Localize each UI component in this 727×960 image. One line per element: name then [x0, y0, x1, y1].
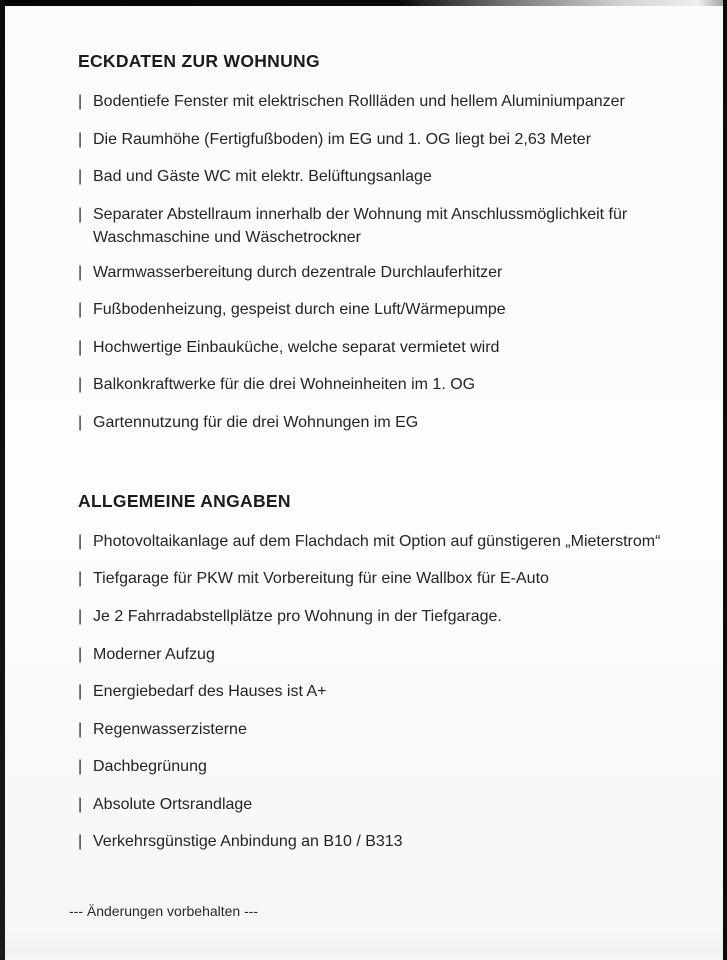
list-item	[78, 165, 705, 188]
item-text: Absolute Ortsrandlage	[93, 796, 253, 813]
pipe-bullet: |	[78, 758, 83, 775]
list-item	[78, 261, 705, 284]
page-edge-right	[723, 0, 727, 960]
item-text: Gartennutzung für die drei Wohnungen im EG	[93, 414, 419, 431]
list-item	[78, 605, 705, 628]
section-title-allgemeine-angaben: ALLGEMEINE ANGABEN	[78, 491, 291, 511]
list-item	[78, 567, 705, 590]
pipe-bullet: |	[78, 206, 83, 223]
item-text: Moderner Aufzug	[93, 646, 215, 663]
item-text: Hochwertige Einbauküche, welche separat vermietet wird	[93, 339, 500, 356]
pipe-bullet: |	[78, 376, 83, 393]
pipe-bullet: |	[78, 721, 83, 738]
list-item	[78, 793, 705, 816]
list-item	[78, 90, 705, 113]
item-text: Balkonkraftwerke für die drei Wohneinheiten im 1. OG	[93, 376, 476, 393]
page-bottom-shadow	[5, 932, 723, 960]
pipe-bullet: |	[78, 533, 83, 550]
list-item	[78, 298, 705, 321]
list-item	[78, 373, 705, 396]
list-item	[78, 680, 705, 703]
page-edge-top	[0, 0, 727, 6]
item-text: Energiebedarf des Hauses ist A+	[93, 683, 327, 700]
item-text: Fußbodenheizung, gespeist durch eine Luft/Wärmepumpe	[93, 301, 506, 318]
item-text-line2: Waschmaschine und Wäschetrockner	[93, 229, 361, 246]
item-text-line1: Separater Abstellraum innerhalb der Wohnung mit Anschlussmöglichkeit für	[93, 206, 628, 223]
item-text: Die Raumhöhe (Fertigfußboden) im EG und 1. OG liegt bei 2,63 Meter	[93, 131, 592, 148]
pipe-bullet: |	[78, 833, 83, 850]
pipe-bullet: |	[78, 339, 83, 356]
item-text: Regenwasserzisterne	[93, 721, 247, 738]
pipe-bullet: |	[78, 264, 83, 281]
pipe-bullet: |	[78, 646, 83, 663]
pipe-bullet: |	[78, 414, 83, 431]
pipe-bullet: |	[78, 168, 83, 185]
pipe-bullet: |	[78, 608, 83, 625]
list-item	[78, 128, 705, 151]
pipe-bullet: |	[78, 683, 83, 700]
item-text: Je 2 Fahrradabstellplätze pro Wohnung in der Tiefgarage.	[93, 608, 502, 625]
pipe-bullet: |	[78, 301, 83, 318]
pipe-bullet: |	[78, 131, 83, 148]
list-item	[78, 718, 705, 741]
section-title-eckdaten: ECKDATEN ZUR WOHNUNG	[78, 51, 320, 71]
list-item	[78, 830, 705, 853]
list-item	[78, 336, 705, 359]
item-text: Bodentiefe Fenster mit elektrischen Rollläden und hellem Aluminiumpanzer	[93, 93, 625, 110]
pipe-bullet: |	[78, 796, 83, 813]
list-item	[78, 530, 705, 553]
footer-note: --- Änderungen vorbehalten ---	[69, 903, 259, 919]
item-text: Dachbegrünung	[93, 758, 207, 775]
item-text	[93, 203, 705, 249]
item-text: Warmwasserbereitung durch dezentrale Durchlauferhitzer	[93, 264, 503, 281]
item-text: Tiefgarage für PKW mit Vorbereitung für eine Wallbox für E-Auto	[93, 570, 549, 587]
pipe-bullet: |	[78, 93, 83, 110]
pipe-bullet: |	[78, 570, 83, 587]
item-text: Verkehrsgünstige Anbindung an B10 / B313	[93, 833, 403, 850]
item-text: Photovoltaikanlage auf dem Flachdach mit Option auf günstigeren „Mieterstrom“	[93, 533, 661, 550]
list-item	[78, 203, 705, 249]
list-item	[78, 755, 705, 778]
list-item	[78, 643, 705, 666]
list-item	[78, 411, 705, 434]
page-edge-left	[0, 0, 5, 960]
item-text: Bad und Gäste WC mit elektr. Belüftungsanlage	[93, 168, 432, 185]
